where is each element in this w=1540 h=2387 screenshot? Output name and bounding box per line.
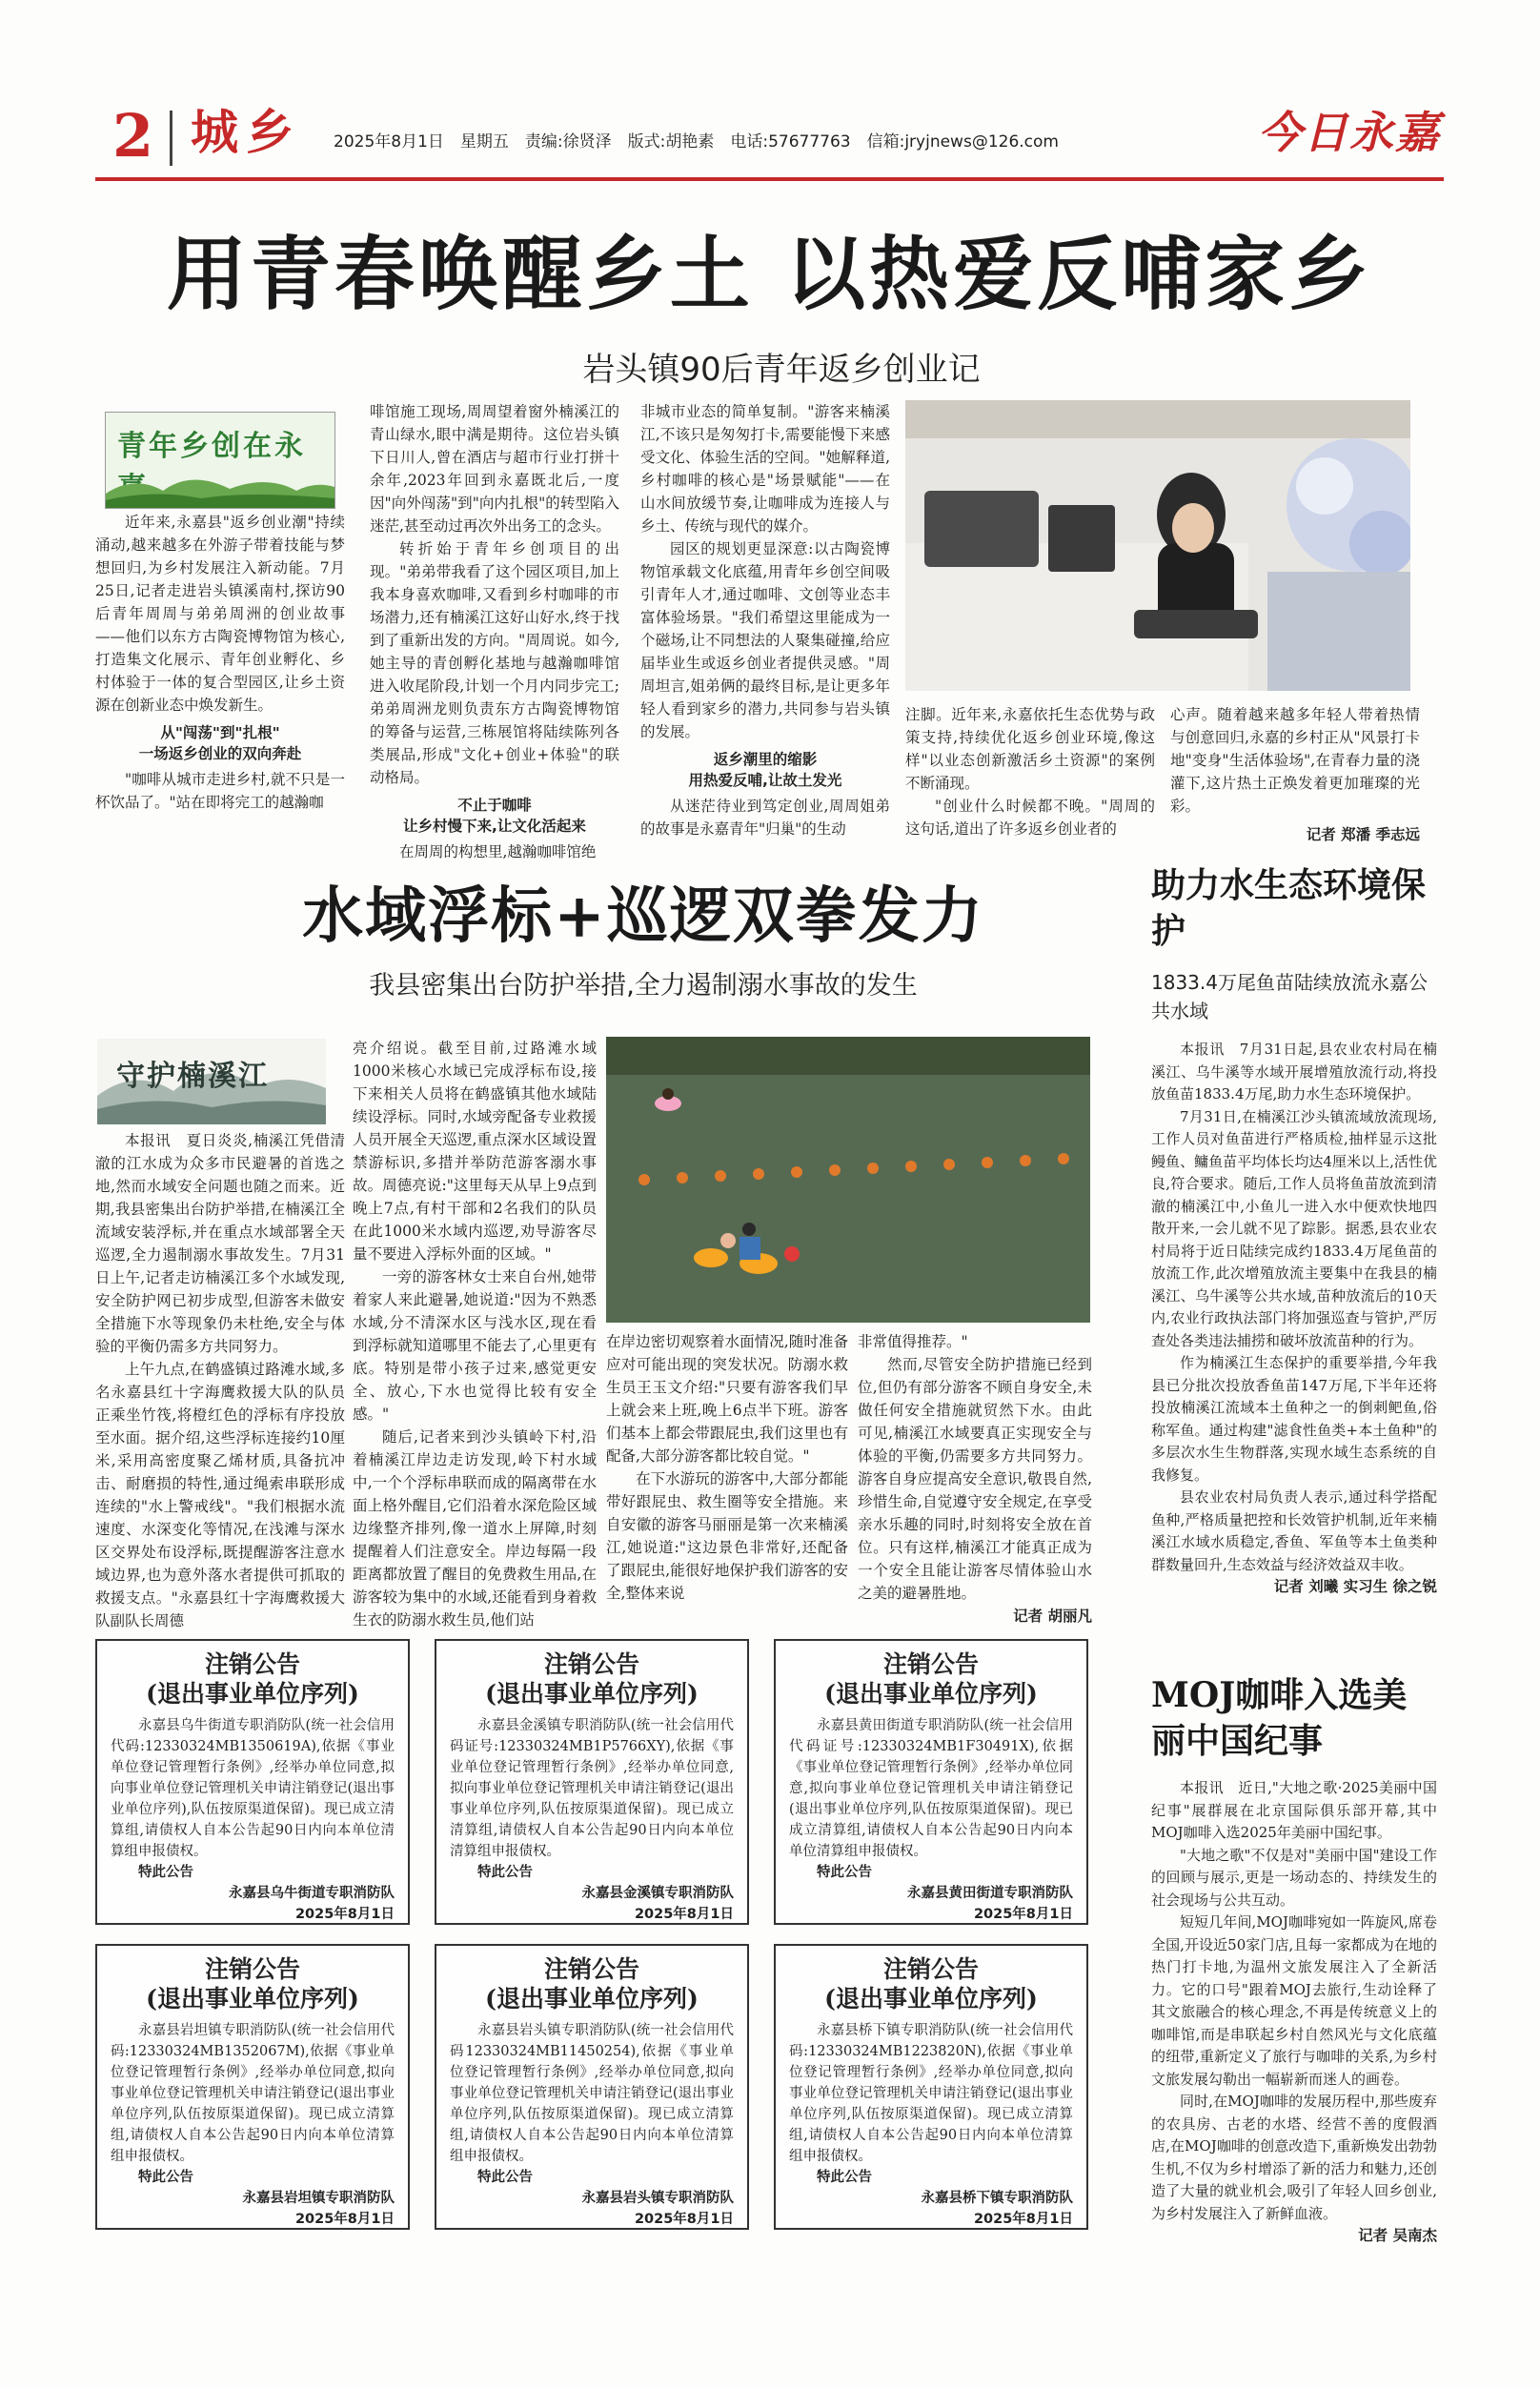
notice-org: 永嘉县桥下镇专职消防队: [921, 2191, 1073, 2206]
notice-card: [95, 1639, 410, 1925]
article1-col1: [95, 473, 345, 814]
notice-org: 永嘉县乌牛街道专职消防队: [229, 1886, 395, 1901]
article3-body: [1151, 1039, 1437, 1599]
article2-col2-p2: 一旁的游客林女士来自台州,她带着家人来此避暑,她说道:"因为不熟悉水域,分不清深水区与浅水区,现在看到浮标就知道哪里不能去了,心里更有底。特别是带小孩子过来,感觉更安全、放心,下水也觉得比较有安全感。": [353, 1268, 597, 1423]
notice-body: 永嘉县岩头镇专职消防队(统一社会信用代码12330324MB11450254),依据《事业单位登记管理暂行条例》,经举办单位同意,拟向事业单位登记管理机关申请注销登记(退出事业单位序列,队伍按原渠道保留)。现已成立清算组,请债权人自本公告起90日内向本单位清算组申报债权。: [450, 2023, 734, 2164]
article1-col2-p2: 转折始于青年乡创项目的出现。"弟弟带我看了这个园区项目,加上我本身喜欢咖啡,又看到乡村咖啡的市场潜力,还有楠溪江这好山好水,终于找到了重新出发的方向。"周周说。如今,她主导的青创孵化基地与越瀚咖啡馆进入收尾阶段,计划一个月内同步完工;弟弟周洲龙则负责东方古陶瓷博物馆的筹备与运营,三栋展馆将陆续陈列各类展品,形成"文化+创业+体验"的联动格局。: [370, 540, 619, 786]
header-divider: [170, 111, 172, 166]
notice-subtitle: (退出事业单位序列): [824, 1985, 1038, 2013]
article1-badge-text: 青年乡创在永: [117, 430, 306, 463]
notice-title: 注销公告: [543, 1650, 639, 1678]
article2-col2: [353, 1037, 597, 1631]
article4-title: MOJ咖啡入选美丽中国纪事: [1151, 1675, 1408, 1761]
article1-col3: [640, 400, 890, 840]
article1-photo: [905, 400, 1410, 691]
article1-col3-p2: 园区的规划更显深意:以古陶瓷博物馆承载文化底蕴,用青年乡创空间吸引青年人才,通过咖啡、文创等业态丰富体验场景。"我们希望这里能成为一个磁场,让不同想法的人聚集碰撞,给应届毕业生或返乡创业者提供灵感。"周周坦言,姐弟俩的最终目标,是让更多年轻人看到家乡的潜力,共同参与岩头镇的发展。: [640, 540, 890, 740]
notice-org: 永嘉县岩头镇专职消防队: [581, 2191, 734, 2206]
article1-col4-p2: "创业什么时候都不晚。"周周的这句话,道出了许多返乡创业者的: [905, 798, 1155, 838]
notice-tag: 特此公告: [817, 2170, 872, 2185]
page-number: 2: [112, 101, 154, 171]
notice-subtitle: (退出事业单位序列): [485, 1680, 699, 1708]
header-info: 2025年8月1日 星期五 责编:徐贤泽 版式:胡艳素 电话:57677763 信箱:jryjnews@126.com: [334, 132, 1059, 152]
article1-subhead1: 从"闯荡"到"扎根" 一场返乡创业的双向奔赴: [138, 724, 302, 762]
article3-byline: 记者 刘曦 实习生 徐之锐: [1273, 1578, 1437, 1595]
notice-tag: 特此公告: [138, 2170, 193, 2185]
article2-col2-p3: 随后,记者来到沙头镇岭下村,沿着楠溪江岸边走访发现,岭下村水域中,一个个浮标串联而成的隔离带在水面上格外醒目,它们沿着水深危险区域边缘整齐排列,像一道水上屏障,时刻提醒着人们注意安全。岸边每隔一段距离都放置了醒目的免费救生用品,在游客较为集中的水域,还能看到身着救生衣的防溺水救生员,他们站: [353, 1428, 597, 1628]
header-rule: [95, 177, 1444, 181]
notice-body: 永嘉县金溪镇专职消防队(统一社会信用代码证号:12330324MB1P5766XY),依据《事业单位登记管理暂行条例》,经举办单位同意,拟向事业单位登记管理机关申请注销登记(退出事业单位序列,队伍按原渠道保留)。现已成立清算组,请债权人自本公告起90日内向本单位清算组申报债权。: [450, 1718, 734, 1859]
notice-title: 注销公告: [882, 1955, 979, 1983]
notice-tag: 特此公告: [477, 1865, 533, 1880]
article1-col2: [370, 400, 619, 863]
notice-title: 注销公告: [543, 1955, 639, 1983]
article2-subtitle: 我县密集出台防护举措,全力遏制溺水事故的发生: [369, 971, 918, 1001]
notice-org: 永嘉县黄田街道专职消防队: [907, 1886, 1073, 1901]
article2-col2-p1: 亮介绍说。截至目前,过路滩水域1000米核心水域已完成浮标布设,接下来相关人员将在鹤盛镇其他水域陆续设浮标。同时,水域旁配备专业救援人员开展全天巡逻,重点深水区域设置禁游标识,多措并举防范游客溺水事故。周德亮说:"这里每天从早上9点到晚上7点,有村干部和2名我们的队员在此1000米水域内巡逻,劝导游客尽量不要进入浮标外面的区域。": [353, 1040, 597, 1263]
notice-date: 2025年8月1日: [634, 1907, 734, 1922]
notice-subtitle: (退出事业单位序列): [824, 1680, 1038, 1708]
notice-title: 注销公告: [204, 1955, 300, 1983]
notice-date: 2025年8月1日: [294, 1907, 395, 1922]
article3-p2: 7月31日,在楠溪江沙头镇流域放流现场,工作人员对鱼苗进行严格质检,抽样显示这批鳗鱼、鳙鱼苗平均体长均达4厘米以上,活性优良,符合要求。随后,工作人员将鱼苗放流到清澈的楠溪江中,小鱼儿一进入水中便欢快地四散开来,一会儿就不见了踪影。据悉,县农业农村局将于近日陆续完成约1833.4万尾鱼苗的放流工作,此次增殖放流主要集中在我县的楠溪江、乌牛溪等公共水域,苗种放流后的10天内,农业行政执法部门将加强巡查与管护,严厉查处各类违法捕捞和破坏放流苗种的行为。: [1151, 1107, 1437, 1349]
article1-title: 用青春唤醒乡土 以热爱反哺家乡: [166, 228, 1373, 321]
notice-subtitle: (退出事业单位序列): [146, 1680, 359, 1708]
article1-col2-p1: 啡馆施工现场,周周望着窗外楠溪江的青山绿水,眼中满是期待。这位岩头镇下日川人,曾在酒店与超市行业打拼十余年,2023年回到永嘉既北后,一度因"向外闯荡"到"向内扎根"的转型陷入迷茫,甚至动过再次外出务工的念头。: [370, 403, 619, 535]
notice-date: 2025年8月1日: [973, 1907, 1073, 1922]
article1-col4: [905, 703, 1155, 840]
article1-col1-p1: 近年来,永嘉县"返乡创业潮"持续涌动,越来越多在外游子带着技能与梦想回归,为乡村发展注入新动能。7月25日,记者走进岩头镇溪南村,探访90后青年周周与弟弟周洲的创业故事——他们以东方古陶瓷博物馆为核心,打造集文化展示、青年创业孵化、乡村体验于一体的复合型园区,让乡土资源在创新业态中焕发新生。: [95, 514, 345, 714]
notice-body: 永嘉县乌牛街道专职消防队(统一社会信用代码:12330324MB1350619A),依据《事业单位登记管理暂行条例》,经举办单位同意,拟向事业单位登记管理机关申请注销登记(退出事业单位序列),队伍按原渠道保留)。现已成立清算组,请债权人自本公告起90日内向本单位清算组申报债权。: [111, 1718, 395, 1859]
article1-col3-p4: 从迷茫待业到笃定创业,周周姐弟的故事是永嘉青年"归巢"的生动: [640, 798, 890, 838]
article4-p1: 本报讯 近日,"大地之歌·2025美丽中国纪事"展群展在北京国际俱乐部开幕,其中MOJ咖啡入选2025年美丽中国纪事。: [1151, 1779, 1437, 1841]
article2-col4-p2: 然而,尽管安全防护措施已经到位,但仍有部分游客不顾自身安全,未做任何安全措施就贸然下水。由此可见,楠溪江水域要真正实现安全与体验的平衡,仍需要多方共同努力。游客自身应提高安全意识,敬畏自然,珍惜生命,自觉遵守安全规定,在享受亲水乐趣的同时,时刻将安全放在首位。只有这样,楠溪江才能真正成为一个安全且能让游客尽情体验山水之美的避暑胜地。: [858, 1356, 1092, 1602]
article1-col3-p1: 非城市业态的简单复制。"游客来楠溪江,不该只是匆匆打卡,需要能慢下来感受文化、体验生活的空间。"她解释道,乡村咖啡的核心是"场景赋能"——在山水间放缓节奏,让咖啡成为连接人与乡土、传统与现代的媒介。: [640, 403, 890, 535]
notice-tag: 特此公告: [138, 1865, 193, 1880]
article1-subhead3: 返乡潮里的缩影 用热爱反哺,让故土发光: [688, 751, 842, 789]
article2-col4: [858, 1330, 1092, 1628]
notice-date: 2025年8月1日: [634, 2212, 734, 2227]
article3-p1: 本报讯 7月31日起,县农业农村局在楠溪江、乌牛溪等水域开展增殖放流行动,将投放鱼苗1833.4万尾,助力水生态环境保护。: [1151, 1041, 1437, 1102]
article2-col3: [606, 1330, 848, 1605]
notice-subtitle: (退出事业单位序列): [485, 1985, 699, 2013]
article2-col1-p1: 本报讯 夏日炎炎,楠溪江凭借清澈的江水成为众多市民避暑的首选之地,然而水域安全问题也随之而来。近期,我县密集出台防护举措,在楠溪江全流域安装浮标,并在重点水域部署全天巡逻,全力遏制溺水事故发生。7月31日上午,记者走访楠溪江多个水域发现,安全防护网已初步成型,但游客未做安全措施下水等现象仍未杜绝,安全与体验的平衡仍需多方共同努力。: [95, 1132, 345, 1355]
notice-card: [435, 1639, 749, 1925]
article4-p3: 短短几年间,MOJ咖啡宛如一阵旋风,席卷全国,开设近50家门店,且每一家都成为在地的热门打卡地,为温州文旅发展注入了全新活力。它的口号"跟着MOJ去旅行,生动诠释了其文旅融合的核心理念,不再是传统意义上的咖啡馆,而是串联起乡村自然风光与文化底蕴的纽带,重新定义了旅行与咖啡的关系,为乡村文旅发展勾勒出一幅崭新而迷人的画卷。: [1151, 1913, 1437, 2088]
notice-tag: 特此公告: [477, 2170, 533, 2185]
article4-byline: 记者 吴南杰: [1358, 2227, 1437, 2244]
article3-p3: 作为楠溪江生态保护的重要举措,今年我县已分批次投放香鱼苗147万尾,下半年还将投放楠溪江流域本土鱼种之一的倒刺鲃鱼,俗称军鱼。通过构建"滤食性鱼类+本土鱼种"的多层次水生生物群落,实现水域生态系统的自我修复。: [1151, 1354, 1437, 1484]
notice-title: 注销公告: [882, 1650, 979, 1678]
article3-subtitle: 1833.4万尾鱼苗陆续放流永嘉公共水域: [1151, 971, 1428, 1022]
article2-photo: [606, 1037, 1090, 1323]
notice-body: 永嘉县桥下镇专职消防队(统一社会信用代码:12330324MB1223820N),依据《事业单位登记管理暂行条例》,经举办单位同意,拟向事业单位登记管理机关申请注销登记(退出事业单位序列,队伍按原渠道保留)。现已成立清算组,请债权人自本公告起90日内向本单位清算组申报债权。: [789, 2023, 1073, 2164]
notice-org: 永嘉县金溪镇专职消防队: [581, 1886, 734, 1901]
notice-tag: 特此公告: [817, 1865, 872, 1880]
article4-p4: 同时,在MOJ咖啡的发展历程中,那些废弃的农具房、古老的水塔、经营不善的度假酒店,在MOJ咖啡的创意改造下,重新焕发出勃勃生机,不仅为乡村增添了新的活力和魅力,还创造了大量的就业机会,吸引了年轻人回乡创业,为乡村发展注入了新鲜血液。: [1151, 2093, 1437, 2222]
article2-col3-p1: 在岸边密切观察着水面情况,随时准备应对可能出现的突发状况。防溺水救生员王玉文介绍:"只要有游客我们早上就会来上班,晚上6点半下班。游客们基本上都会带跟屁虫,我们这里也有配备,大部分游客都比较自觉。": [606, 1333, 848, 1465]
river-buoys-photo-icon: [606, 1037, 1090, 1323]
article2-col1-p2: 上午九点,在鹤盛镇过路滩水域,多名永嘉县红十字海鹰救援大队的队员正乘坐竹筏,将橙红色的浮标有序投放至水面。据介绍,这些浮标连接约10厘米,采用高密度聚乙烯材质,具备抗冲击、耐磨损的特性,通过绳索串联形成连续的"水上警戒线"。"我们根据水流速度、水深变化等情况,在浅滩与深水区交界处布设浮标,既提醒游客注意水域边界,也为意外落水者提供可抓取的救援支点。"永嘉县红十字海鹰救援大队副队长周德: [95, 1361, 345, 1629]
notice-card: [774, 1944, 1088, 2230]
notice-org: 永嘉县岩坦镇专职消防队: [242, 2191, 395, 2206]
article1-col2-p3: 在周周的构想里,越瀚咖啡馆绝: [399, 843, 597, 860]
article4-p2: "大地之歌"不仅是对"美丽中国"建设工作的回顾与展示,更是一场动态的、持续发生的社会现场与公共互动。: [1151, 1846, 1437, 1909]
notice-body: 永嘉县黄田街道专职消防队(统一社会信用代码证号:12330324MB1F30491X),依据《事业单位登记管理暂行条例》,经举办单位同意,拟向事业单位登记管理机关申请注销登记(退出事业单位序列,队伍按原渠道保留)。现已成立清算组,请债权人自本公告起90日内向本单位清算组申报债权。: [789, 1718, 1073, 1859]
article3-p4: 县农业农村局负责人表示,通过科学搭配鱼种,严格质量把控和长效管护机制,近年来楠溪江水域水质稳定,香鱼、军鱼等本土鱼类种群数量回升,生态效益与经济效益双丰收。: [1151, 1488, 1437, 1573]
article4-body: [1151, 1777, 1437, 2248]
notice-card: [774, 1639, 1088, 1925]
article1-col1-p2: "咖啡从城市走进乡村,就不只是一杯饮品了。"站在即将完工的越瀚咖: [95, 771, 345, 811]
article2-col3-p2: 在下水游玩的游客中,大部分都能带好跟屁虫、救生圈等安全措施。来自安徽的游客马丽丽是第一次来楠溪江,她说道:"这边景色非常好,还配备了跟屁虫,能很好地保护我们游客的安全,整体来说: [606, 1470, 848, 1602]
article1-subtitle: 岩头镇90后青年返乡创业记: [582, 351, 981, 389]
article1-col5: [1170, 703, 1420, 846]
notice-card: [95, 1944, 410, 2230]
coffee-shop-photo-icon: [905, 400, 1410, 691]
notice-card: [435, 1944, 749, 2230]
article1-byline: 记者 郑潘 季志远: [1306, 826, 1420, 843]
notice-body: 永嘉县岩坦镇专职消防队(统一社会信用代码:12330324MB1352067M),依据《事业单位登记管理暂行条例》,经举办单位同意,拟向事业单位登记管理机关申请注销登记(退出事业单位序列,队伍按原渠道保留)。现已成立清算组,请债权人自本公告起90日内向本单位清算组申报债权。: [111, 2023, 395, 2164]
section-name: 城乡: [191, 104, 301, 160]
article2-col1: [95, 1129, 345, 1632]
notice-date: 2025年8月1日: [973, 2212, 1073, 2227]
article2-badge: [97, 1039, 326, 1124]
article3-title: 助力水生态环境保护: [1151, 865, 1427, 951]
article2-byline: 记者 胡丽凡: [1013, 1608, 1092, 1625]
newspaper-logo: 今日永嘉: [1258, 107, 1441, 158]
notice-date: 2025年8月1日: [294, 2212, 395, 2227]
notice-title: 注销公告: [204, 1650, 300, 1678]
article1-subhead2: 不止于咖啡 让乡村慢下来,让文化活起来: [403, 797, 586, 835]
article1-col4-p1: 注脚。近年来,永嘉依托生态优势与政策支持,持续优化返乡创业环境,像这样"以业态创新激活乡土资源"的案例不断涌现。: [905, 706, 1155, 792]
article2-col4-p1: 非常值得推荐。": [858, 1333, 968, 1350]
article2-title: 水域浮标+巡逻双拳发力: [302, 880, 984, 952]
article1-col5-p1: 心声。随着越来越多年轻人带着热情与创意回归,永嘉的乡村正从"风景打卡地"变身"生活体验场",在青春力量的浇灌下,这片热土正焕发着更加璀璨的光彩。: [1170, 706, 1420, 815]
notice-subtitle: (退出事业单位序列): [146, 1985, 359, 2013]
article2-badge-text: 守护楠溪江: [116, 1060, 269, 1093]
